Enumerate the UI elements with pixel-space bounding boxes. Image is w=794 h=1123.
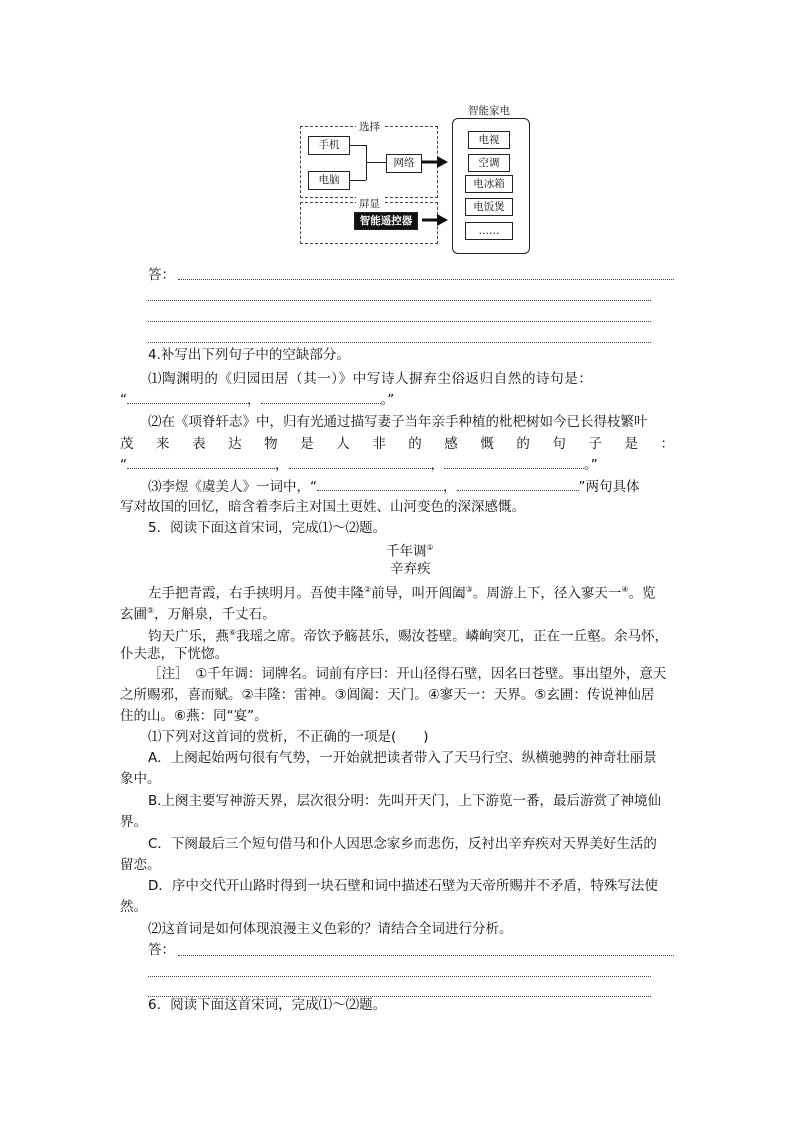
q4-part3-line1 [148, 477, 640, 497]
text-char: 物 [264, 436, 278, 452]
text-char: 慨 [480, 436, 494, 452]
q4-part2-blanks [120, 455, 598, 475]
poem-notes-line3: 住的山。⑥燕：同“宴”。 [120, 708, 268, 724]
connector-line [350, 180, 366, 181]
option-a-line1[interactable]: A．上阕起始两句很有气势，一开始就把读者带入了天马行空、纵横驰骋的神奇壮丽景 [148, 750, 657, 766]
q4-part3-prefix: ⑶李煜《虞美人》一词中，“ [148, 479, 317, 495]
comma: ， [275, 457, 289, 473]
footnote-marker: ⑥ [229, 628, 237, 637]
answer-line[interactable] [148, 321, 651, 322]
poem-title-text: 千年调 [386, 543, 427, 560]
poem-text: ，万斛泉，千丈石。 [154, 606, 276, 623]
phone-box: 手机 [308, 136, 350, 155]
text-char: 非 [372, 436, 386, 452]
text-char: 来 [156, 436, 170, 452]
computer-box: 电脑 [308, 171, 350, 190]
answer-line[interactable] [148, 342, 651, 343]
close-quote: 。” [584, 457, 598, 473]
footnote-marker: ① [426, 543, 434, 552]
option-a-line2[interactable]: 象中。 [120, 771, 161, 787]
footnote-marker: ④ [621, 585, 629, 594]
arrow-icon [422, 213, 448, 227]
poem-notes-line2: 之所赐邪，喜而赋。②丰隆：雷神。③阊阖：天门。④寥天一：天界。⑤玄圃：传说神仙居 [120, 687, 655, 703]
text-char: 人 [336, 436, 350, 452]
blank-field[interactable] [127, 456, 275, 469]
network-box: 网络 [386, 154, 422, 173]
text-char: 达 [228, 436, 242, 452]
poem-text: 玄圃 [120, 606, 147, 623]
blank-field[interactable] [289, 456, 431, 469]
appliance-ac: 空调 [468, 154, 510, 172]
text-char: 句 [552, 436, 566, 452]
answer-line[interactable] [148, 976, 651, 977]
answer-label: 答： [148, 267, 175, 283]
q4-part2-line2 [120, 434, 674, 454]
poem-text: 左手把青霞，右手挟明月。吾使丰隆 [148, 585, 364, 602]
connector-line [366, 162, 386, 163]
open-quote: “ [120, 457, 127, 473]
poem-text: 前导，叫开阊阖 [371, 585, 466, 602]
text-char: 茂 [120, 436, 134, 452]
option-d-line2[interactable]: 然。 [120, 899, 147, 915]
option-b-line2[interactable]: 界。 [120, 814, 147, 830]
q4-part1: ⑴陶渊明的《归园田居（其一）》中写诗人摒弃尘俗返归自然的诗句是： [148, 371, 593, 387]
q4-title: 4.补写出下列句子中的空缺部分。 [148, 347, 350, 363]
connector-line [350, 145, 366, 146]
poem-stanza1-line1 [148, 580, 656, 604]
option-d-line1[interactable]: D．序中交代开山路时得到一块石壁和词中描述石壁为天帝所赐并不矛盾，特殊写法使 [148, 878, 658, 894]
q4-part1-blanks [120, 390, 394, 410]
text-char: 是 [624, 436, 638, 452]
text-char: 的 [408, 436, 422, 452]
appliance-tv: 电视 [468, 131, 510, 149]
footnote-marker: ③ [465, 585, 473, 594]
poem-stanza2-line1 [148, 623, 668, 647]
footnote-marker: ⑤ [147, 606, 155, 615]
text-char: 的 [516, 436, 530, 452]
appliance-fridge: 电冰箱 [465, 175, 513, 193]
poem-title [386, 538, 434, 562]
text-char: 是 [300, 436, 314, 452]
appliance-rice-cooker: 电饭煲 [465, 198, 513, 216]
poem-notes-line1: ［注］ ①千年调：词牌名。词前有序曰：开山径得石壁，因名曰苍壁。事出望外，意天 [148, 666, 667, 682]
answer-line[interactable] [178, 955, 674, 956]
open-quote: “ [120, 392, 127, 408]
q4-part3-suffix: ”两句具体 [578, 479, 640, 495]
comma: ， [443, 479, 457, 495]
q4-part3-line2: 写对故国的回忆，暗含着李后主对国土更姓、山河变色的深深感慨。 [120, 499, 525, 515]
poem-author: 辛弃疾 [390, 561, 431, 577]
option-c-line1[interactable]: C．下阕最后三个短句借马和仆人因思念家乡而悲伤，反衬出辛弃疾对天界美好生活的 [148, 836, 657, 852]
remote-control-box: 智能遥控器 [354, 212, 418, 230]
poem-text: 。周游上下，径入寥天一 [472, 585, 622, 602]
option-c-line2[interactable]: 留恋。 [120, 857, 161, 873]
q6-title: 6．阅读下面这首宋词，完成⑴～⑵题。 [148, 997, 387, 1013]
poem-text: 。览 [628, 585, 656, 602]
text-char: 感 [444, 436, 458, 452]
blank-field[interactable] [444, 456, 584, 469]
option-b-line1[interactable]: B.上阕主要写神游天界，层次很分明：先叫开天门，上下游览一番，最后游赏了神境仙 [148, 793, 662, 809]
blank-field[interactable] [261, 391, 381, 404]
screen-group-label: 屏显 [356, 196, 383, 211]
text-char: 表 [192, 436, 206, 452]
blank-field[interactable] [317, 478, 443, 491]
appliances-title: 智能家电 [468, 105, 510, 117]
blank-field[interactable] [457, 478, 579, 491]
select-group-label: 选择 [356, 119, 383, 134]
poem-text: 我瑶之席。帝饮予觞甚乐，赐汝苍壁。嶙峋突兀，正在一丘壑。余马怀， [236, 628, 669, 645]
poem-stanza2-line2: 仆夫悲，下恍惚。 [120, 646, 228, 662]
q5-title: 5．阅读下面这首宋词，完成⑴～⑵题。 [148, 520, 387, 536]
text-char: ： [660, 436, 674, 452]
close-quote: 。” [380, 392, 395, 408]
q5-question1: ⑴下列对这首词的赏析，不正确的一项是( ) [148, 729, 429, 745]
appliance-more: …… [465, 222, 513, 240]
q5-question2: ⑵这首词是如何体现浪漫主义色彩的？请结合全词进行分析。 [148, 921, 513, 937]
poem-stanza1-line2 [120, 601, 276, 625]
arrow-icon [422, 155, 448, 169]
footnote-marker: ② [364, 585, 372, 594]
q4-part2-line1: ⑵在《项脊轩志》中，归有光通过描写妻子当年亲手种植的枇杷树如今已长得枝繁叶 [148, 414, 648, 430]
comma: ， [430, 457, 444, 473]
text-char: 子 [588, 436, 602, 452]
answer-label: 答： [148, 942, 175, 958]
comma: ， [247, 392, 261, 408]
answer-line[interactable] [148, 300, 651, 301]
blank-field[interactable] [127, 391, 247, 404]
poem-text: 钧天广乐，燕 [148, 628, 229, 645]
answer-line[interactable] [178, 279, 674, 280]
